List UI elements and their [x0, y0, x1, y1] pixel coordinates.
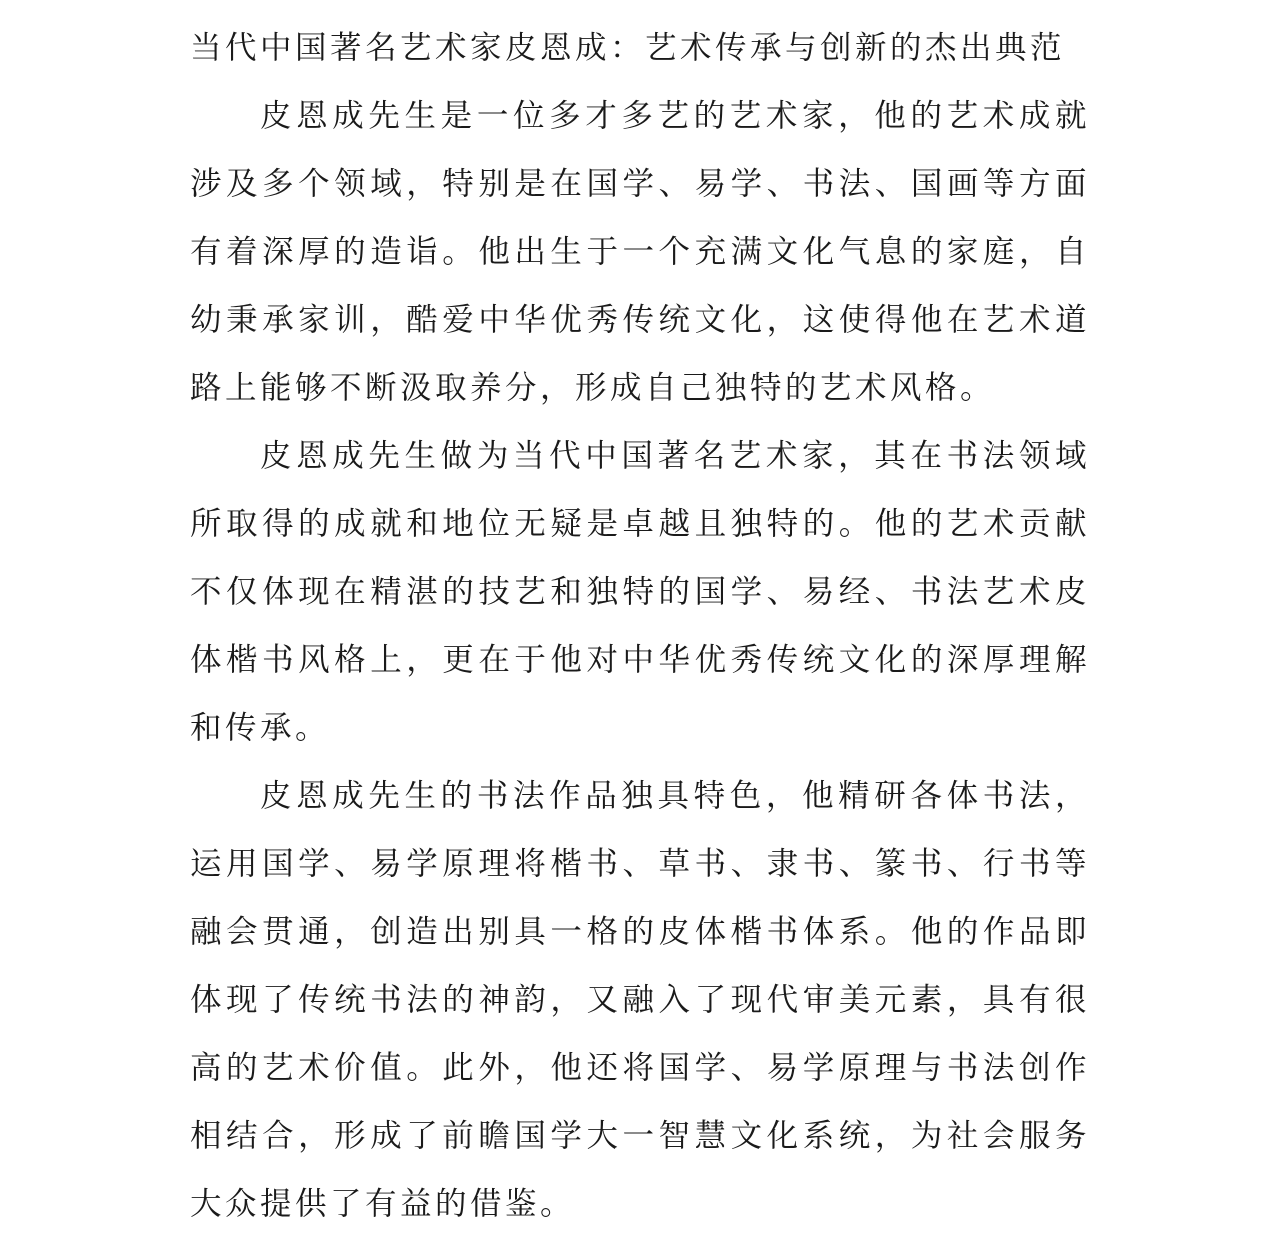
article-title: 当代中国著名艺术家皮恩成：艺术传承与创新的杰出典范 — [190, 30, 1066, 66]
paragraph-3: 皮恩成先生的书法作品独具特色，他精研各体书法，运用国学、易学原理将楷书、草书、隶书、篆书、行书等融会贯通，创造出别具一格的皮体楷书体系。他的作品即体现了传统书法的神韵，又融入了现代审美元素，具有很高的艺术价值。此外，他还将国学、易学原理与书法创作相结合，形成了前瞻国学大一智慧文化系统，为社会服务大众提供了有益的借鉴。 — [190, 778, 1090, 1222]
paragraph-2: 皮恩成先生做为当代中国著名艺术家，其在书法领域所取得的成就和地位无疑是卓越且独特的。他的艺术贡献不仅体现在精湛的技艺和独特的国学、易经、书法艺术皮体楷书风格上，更在于他对中华优秀传统文化的深厚理解和传承。 — [190, 438, 1090, 746]
article-body — [190, 14, 1090, 1238]
paragraph-1: 皮恩成先生是一位多才多艺的艺术家，他的艺术成就涉及多个领域，特别是在国学、易学、书法、国画等方面有着深厚的造诣。他出生于一个充满文化气息的家庭，自幼秉承家训，酷爱中华优秀传统文化，这使得他在艺术道路上能够不断汲取养分，形成自己独特的艺术风格。 — [190, 98, 1090, 406]
